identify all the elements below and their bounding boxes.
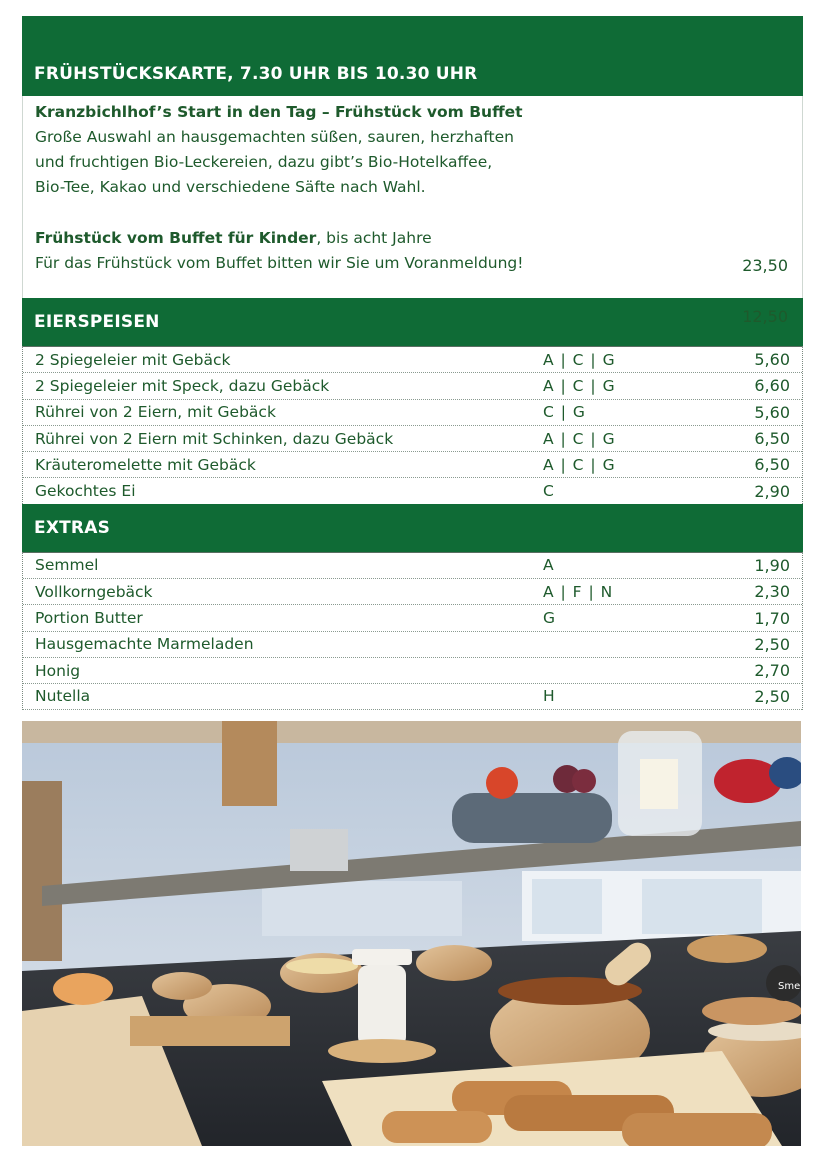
item-name: Rührei von 2 Eiern mit Schinken, dazu Gebäck — [35, 429, 394, 448]
item-allergens: H — [543, 687, 556, 706]
menu-row — [23, 372, 802, 398]
item-price: 2,30 — [754, 582, 790, 602]
item-name: Gekochtes Ei — [35, 482, 136, 501]
item-name: Kräuteromelette mit Gebäck — [35, 455, 256, 474]
buffet-desc-line: Große Auswahl an hausgemachten süßen, sauren, herzhaften — [35, 128, 514, 146]
menu-title: FRÜHSTÜCKSKARTE, 7.30 UHR BIS 10.30 UHR — [34, 64, 478, 84]
item-price: 2,70 — [754, 661, 790, 681]
item-price: 6,60 — [754, 376, 790, 396]
kids-suffix: , bis acht Jahre — [316, 229, 432, 247]
item-price: 6,50 — [754, 429, 790, 449]
eierspeisen-band — [22, 298, 803, 346]
menu-row — [23, 657, 802, 683]
item-name: 2 Spiegeleier mit Gebäck — [35, 350, 231, 369]
item-allergens: A | F | N — [543, 582, 614, 601]
menu-row — [23, 552, 802, 578]
item-name: Honig — [35, 661, 81, 680]
buffet-photo — [22, 721, 801, 1146]
menu-row — [23, 346, 802, 372]
menu-row — [23, 631, 802, 657]
kids-price: 12,50 — [742, 307, 788, 326]
item-allergens: C | G — [543, 403, 586, 422]
item-allergens: C — [543, 482, 555, 501]
item-price: 1,70 — [754, 608, 790, 628]
buffet-photo-illustration — [22, 721, 801, 1146]
menu-row — [23, 451, 802, 477]
item-price: 2,50 — [754, 686, 790, 706]
item-price: 1,90 — [754, 555, 790, 575]
item-name: Vollkorngebäck — [35, 582, 153, 601]
kids-title: Frühstück vom Buffet für Kinder — [35, 229, 317, 247]
item-allergens: A | C | G — [543, 455, 616, 474]
menu-row — [23, 578, 802, 604]
item-name: Rührei von 2 Eiern, mit Gebäck — [35, 403, 276, 422]
menu-row — [23, 399, 802, 425]
menu-title-band — [22, 16, 803, 96]
photo-sign-text: Sme — [778, 981, 801, 992]
menu-row — [23, 425, 802, 451]
item-name: 2 Spiegeleier mit Speck, dazu Gebäck — [35, 376, 330, 395]
extras-heading: EXTRAS — [34, 517, 111, 538]
eierspeisen-table — [22, 346, 803, 504]
item-price: 6,50 — [754, 455, 790, 475]
kids-note: Für das Frühstück vom Buffet bitten wir Sie um Voranmeldung! — [35, 254, 524, 272]
item-price: 5,60 — [754, 402, 790, 422]
buffet-desc-line: und fruchtigen Bio-Leckereien, dazu gibt’s Bio-Hotelkaffee, — [35, 153, 493, 171]
buffet-title: Kranzbichlhof’s Start in den Tag – Frühstück vom Buffet — [35, 103, 523, 121]
item-allergens: A | C | G — [543, 350, 616, 369]
item-name: Hausgemachte Marmeladen — [35, 635, 254, 654]
item-allergens: G — [543, 609, 557, 628]
breakfast-menu — [22, 16, 803, 710]
item-price: 2,90 — [754, 481, 790, 501]
menu-row — [23, 604, 802, 630]
item-name: Semmel — [35, 556, 99, 575]
menu-row — [23, 683, 802, 709]
kids-line — [35, 226, 790, 251]
buffet-price: 23,50 — [742, 256, 788, 275]
item-price: 5,60 — [754, 350, 790, 370]
extras-band — [22, 504, 803, 552]
eierspeisen-heading: EIERSPEISEN — [34, 312, 160, 332]
item-price: 2,50 — [754, 634, 790, 654]
item-name: Nutella — [35, 687, 91, 706]
buffet-desc-line: Bio-Tee, Kakao und verschiedene Säfte nach Wahl. — [35, 178, 426, 196]
item-allergens: A | C | G — [543, 376, 616, 395]
item-allergens: A — [543, 556, 555, 575]
item-name: Portion Butter — [35, 609, 143, 628]
menu-row — [23, 477, 802, 503]
extras-table — [22, 552, 803, 710]
item-allergens: A | C | G — [543, 429, 616, 448]
